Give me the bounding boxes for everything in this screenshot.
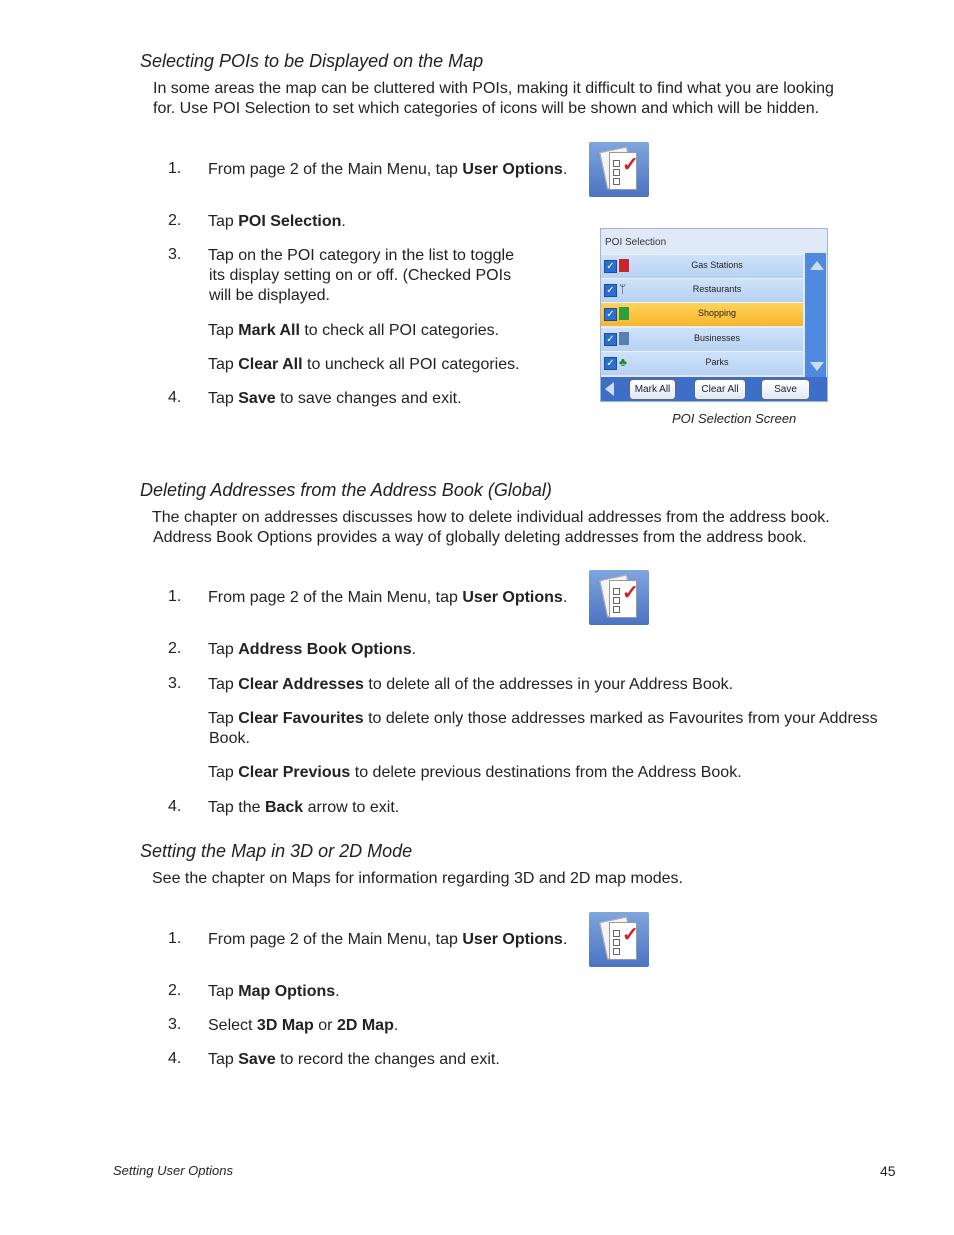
poi-row-label: Businesses bbox=[693, 333, 741, 343]
intro-line: See the chapter on Maps for information regarding 3D and 2D map modes. bbox=[152, 870, 683, 887]
fork-knife-icon: ᛘ bbox=[619, 282, 627, 296]
step-pre: Tap bbox=[208, 710, 239, 727]
clear-all-button[interactable]: Clear All bbox=[694, 379, 746, 400]
step-text bbox=[208, 982, 340, 1002]
checkbox-checked-icon[interactable]: ✓ bbox=[604, 308, 617, 321]
step-post: to check all POI categories. bbox=[299, 322, 500, 339]
step-pre: Tap bbox=[208, 1051, 239, 1068]
step-number: 2. bbox=[168, 640, 182, 657]
user-options-icon: ✓ bbox=[589, 912, 649, 967]
gas-station-icon bbox=[619, 259, 629, 272]
scroll-up-icon[interactable] bbox=[810, 261, 824, 270]
section-intro-map-mode bbox=[152, 869, 683, 889]
poi-bottom-bar bbox=[601, 377, 827, 401]
section-heading-map-mode: Setting the Map in 3D or 2D Mode bbox=[140, 841, 413, 861]
step-text bbox=[208, 389, 462, 409]
step-pre: Tap bbox=[208, 641, 239, 658]
step-line: will be displayed. bbox=[209, 287, 330, 304]
step-text bbox=[208, 321, 499, 341]
step-number: 3. bbox=[168, 675, 182, 692]
step-text bbox=[208, 640, 416, 660]
step-line: Tap on the POI category in the list to toggle bbox=[208, 247, 514, 264]
building-icon bbox=[619, 332, 629, 345]
intro-line: The chapter on addresses discusses how to delete individual addresses from the address book. bbox=[152, 509, 830, 526]
poi-row-parks[interactable] bbox=[601, 351, 803, 375]
intro-line: Address Book Options provides a way of globally deleting addresses from the address book. bbox=[153, 529, 807, 546]
poi-screen-title: POI Selection bbox=[605, 237, 667, 248]
step-bold: 2D Map bbox=[336, 1017, 394, 1034]
intro-line: for. Use POI Selection to set which categories of icons will be shown and which will be hidden. bbox=[153, 100, 820, 117]
step-post: to uncheck all POI categories. bbox=[302, 356, 520, 373]
step-bold: Back bbox=[264, 799, 304, 816]
step-number: 1. bbox=[168, 588, 182, 605]
back-arrow-icon[interactable] bbox=[605, 382, 614, 396]
step-bold: Clear Favourites bbox=[238, 710, 364, 727]
step-pre: From page 2 of the Main Menu, tap bbox=[208, 161, 463, 178]
step-bold: Map Options bbox=[238, 983, 336, 1000]
step-post: arrow to exit. bbox=[303, 799, 400, 816]
page-number: 45 bbox=[880, 1163, 896, 1179]
step-number: 1. bbox=[168, 160, 182, 177]
step-text bbox=[208, 212, 346, 232]
step-pre: Tap bbox=[208, 676, 239, 693]
step-bold: Address Book Options bbox=[238, 641, 412, 658]
step-number: 4. bbox=[168, 798, 182, 815]
step-post: . bbox=[562, 161, 568, 178]
step-bold: 3D Map bbox=[256, 1017, 314, 1034]
section-heading-poi: Selecting POIs to be Displayed on the Map bbox=[140, 51, 484, 71]
section-intro-address-book bbox=[152, 508, 830, 548]
step-pre: Tap bbox=[208, 356, 239, 373]
checkbox-checked-icon[interactable]: ✓ bbox=[604, 357, 617, 370]
step-bold: POI Selection bbox=[238, 213, 342, 230]
poi-row-businesses[interactable] bbox=[601, 327, 803, 351]
poi-row-label: Gas Stations bbox=[691, 260, 743, 270]
step-line: its display setting on or off. (Checked POIs bbox=[209, 267, 512, 284]
step-bold: Clear All bbox=[238, 356, 303, 373]
poi-row-label: Parks bbox=[705, 357, 729, 367]
step-pre: Tap bbox=[208, 764, 239, 781]
step-bold: Save bbox=[238, 390, 276, 407]
step-bold: Clear Previous bbox=[238, 764, 351, 781]
step-pre: Tap bbox=[208, 213, 239, 230]
poi-row-restaurants[interactable] bbox=[601, 278, 803, 302]
user-options-icon: ✓ bbox=[589, 570, 649, 625]
step-text bbox=[208, 1050, 500, 1070]
step-pre: From page 2 of the Main Menu, tap bbox=[208, 589, 463, 606]
step-bold: Clear Addresses bbox=[238, 676, 364, 693]
step-pre: Tap bbox=[208, 390, 239, 407]
step-text bbox=[208, 246, 514, 306]
poi-scrollbar[interactable] bbox=[805, 253, 826, 377]
step-bold: Mark All bbox=[238, 322, 300, 339]
step-text bbox=[208, 709, 908, 749]
step-post: . bbox=[562, 931, 568, 948]
poi-selection-screen bbox=[600, 228, 828, 402]
step-number: 3. bbox=[168, 1016, 182, 1033]
step-bold: User Options bbox=[462, 161, 563, 178]
poi-row-label: Restaurants bbox=[692, 284, 742, 294]
mark-all-button[interactable]: Mark All bbox=[629, 379, 676, 400]
step-text bbox=[208, 355, 520, 375]
section-intro-poi bbox=[153, 79, 834, 119]
poi-row-shopping[interactable] bbox=[601, 302, 803, 326]
step-number: 2. bbox=[168, 212, 182, 229]
save-button[interactable]: Save bbox=[761, 379, 810, 400]
step-post: . bbox=[411, 641, 417, 658]
step-post: to delete previous destinations from the Address Book. bbox=[350, 764, 742, 781]
step-pre: Tap bbox=[208, 322, 239, 339]
step-post: . bbox=[393, 1017, 399, 1034]
step-text bbox=[208, 1016, 398, 1036]
step-text bbox=[208, 930, 567, 950]
step-post: . bbox=[335, 983, 340, 1000]
step-pre: Tap bbox=[208, 983, 239, 1000]
step-pre: Select bbox=[208, 1017, 257, 1034]
step-bold: Save bbox=[238, 1051, 276, 1068]
step-text bbox=[208, 588, 567, 608]
footer-section-title: Setting User Options bbox=[113, 1163, 233, 1178]
checkbox-checked-icon[interactable]: ✓ bbox=[604, 333, 617, 346]
step-text bbox=[208, 160, 567, 180]
intro-line: In some areas the map can be cluttered with POIs, making it difficult to find what you are looking bbox=[153, 80, 834, 97]
step-number: 4. bbox=[168, 1050, 182, 1067]
user-options-icon: ✓ bbox=[589, 142, 649, 197]
shopping-bag-icon bbox=[619, 307, 629, 320]
section-heading-address-book: Deleting Addresses from the Address Book (Global) bbox=[140, 480, 552, 500]
step-post: to delete all of the addresses in your Address Book. bbox=[363, 676, 734, 693]
step-post: . bbox=[562, 589, 568, 606]
checkbox-checked-icon[interactable]: ✓ bbox=[604, 260, 617, 273]
poi-row-gas-stations[interactable] bbox=[601, 254, 803, 278]
poi-row-label: Shopping bbox=[697, 308, 737, 318]
step-post: to delete only those addresses marked as Favourites from your Address bbox=[363, 710, 878, 727]
step-pre: From page 2 of the Main Menu, tap bbox=[208, 931, 463, 948]
step-text bbox=[208, 675, 733, 695]
step-post: to record the changes and exit. bbox=[275, 1051, 500, 1068]
step-text bbox=[208, 763, 742, 783]
tree-icon: ♣ bbox=[619, 355, 627, 369]
step-number: 1. bbox=[168, 930, 182, 947]
step-number: 2. bbox=[168, 982, 182, 999]
step-text bbox=[208, 798, 399, 818]
step-mid: or bbox=[313, 1017, 337, 1034]
step-line: Book. bbox=[209, 730, 250, 747]
step-bold: User Options bbox=[462, 931, 563, 948]
step-number: 4. bbox=[168, 389, 182, 406]
checkbox-checked-icon[interactable]: ✓ bbox=[604, 284, 617, 297]
scroll-down-icon[interactable] bbox=[810, 362, 824, 371]
step-pre: Tap the bbox=[208, 799, 265, 816]
step-post: to save changes and exit. bbox=[275, 390, 462, 407]
figure-caption: POI Selection Screen bbox=[672, 411, 797, 426]
step-post: . bbox=[341, 213, 346, 230]
step-number: 3. bbox=[168, 246, 182, 263]
step-bold: User Options bbox=[462, 589, 563, 606]
